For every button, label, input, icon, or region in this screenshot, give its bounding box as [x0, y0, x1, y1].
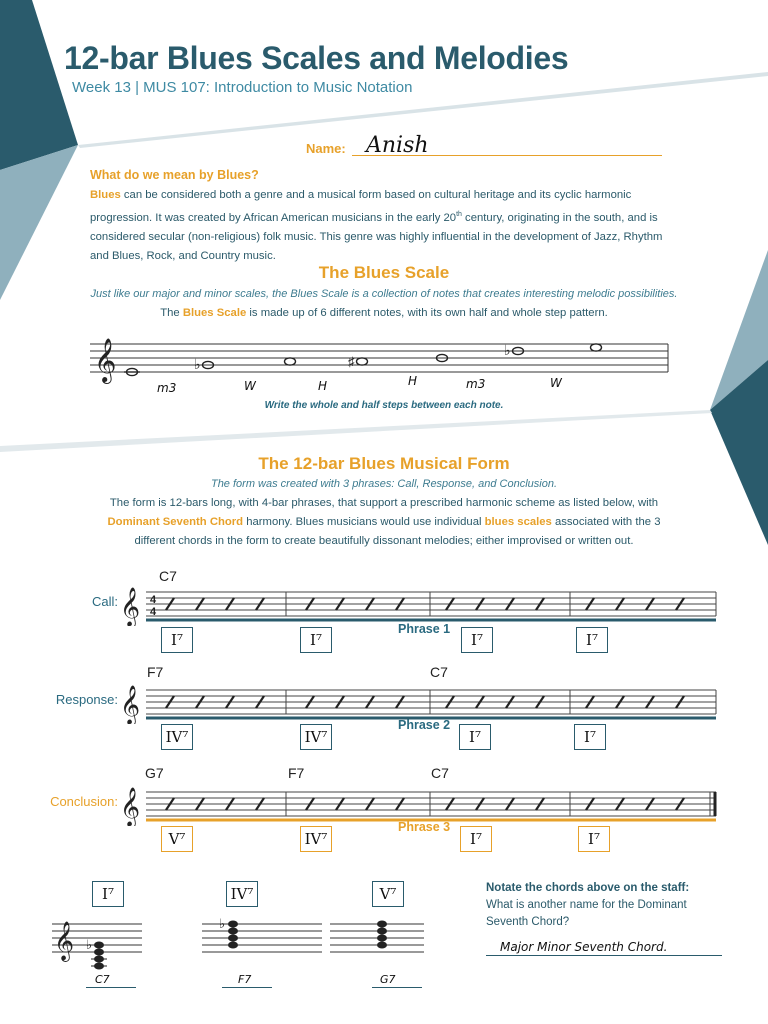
step-answer-5[interactable]: m3 [466, 377, 486, 391]
step-instruction: Write the whole and half steps between each note. [264, 400, 504, 411]
name-value[interactable]: Anish [366, 133, 429, 158]
scale-note-4 [357, 358, 368, 365]
answer-line [486, 955, 722, 956]
chord-c7: C7 [159, 568, 177, 584]
intro-term: Blues [90, 189, 121, 201]
treble-clef-icon: 𝄞 [120, 787, 141, 826]
row-label-response: Response: [55, 692, 118, 707]
blues-scale-line2-post: is made up of 6 different notes, with its own half and whole step pattern. [246, 307, 608, 319]
chord-f7: F7 [288, 765, 305, 781]
blues-scale-staff [90, 330, 680, 390]
numeral-box[interactable]: IV⁷ [300, 826, 332, 852]
answer-line [222, 987, 272, 988]
time-sig-bottom: 4 [150, 606, 157, 618]
call-staff [120, 580, 720, 626]
notate-question: What is another name for the Dominant Seventh Chord? [486, 899, 687, 928]
numeral-box[interactable]: I⁷ [459, 724, 491, 750]
step-answer-2[interactable]: W [244, 379, 256, 393]
scale-note-7 [591, 344, 602, 351]
notate-answer-3[interactable]: G7 [380, 973, 396, 986]
blues-scale-line1: Just like our major and minor scales, the Blues Scale is a collection of notes that creates interesting melodic possibilities. [90, 288, 678, 300]
numeral-box[interactable]: I⁷ [161, 627, 193, 653]
treble-clef-icon: 𝄞 [120, 685, 141, 724]
step-answer-1[interactable]: m3 [157, 381, 177, 395]
chord-g7-notes [377, 921, 387, 949]
form-heading: The 12-bar Blues Musical Form [258, 454, 510, 473]
chord-c7-notes [91, 942, 107, 970]
intro-text-2: century, originating in the south, and is considered secular (non-religious) folk music. This genre was highly influential in the development of Jazz, Rhythm and Blues, Rock, and Country music. [90, 211, 663, 262]
numeral-box[interactable]: I⁷ [460, 826, 492, 852]
numeral-box[interactable]: IV⁷ [161, 724, 193, 750]
blues-scale-line2-pre: The [160, 307, 183, 319]
bg-shape-top-left-dark [0, 0, 78, 170]
notate-answer-2[interactable]: F7 [238, 973, 252, 986]
flat-icon: ♭ [504, 342, 511, 358]
numeral-box[interactable]: IV⁷ [300, 724, 332, 750]
notate-numeral-2: IV⁷ [226, 881, 258, 907]
numeral-box[interactable]: I⁷ [574, 724, 606, 750]
blues-scale-line2 [0, 304, 768, 323]
answer-line [86, 987, 136, 988]
sharp-icon: ♯ [348, 354, 355, 369]
time-sig-top: 4 [150, 594, 157, 606]
numeral-box[interactable]: V⁷ [161, 826, 193, 852]
notate-answer-1[interactable]: C7 [95, 973, 110, 986]
phrase-1: Phrase 1 [398, 622, 451, 636]
row-label-call: Call: [91, 594, 118, 609]
intro-text-1: can be considered both a genre and a musical form based on cultural heritage and its cyclic harmonic progression. It was created by African American musicians in the early 20 [90, 189, 632, 224]
phrase-3: Phrase 3 [398, 820, 451, 834]
treble-clef-icon: 𝄞 [54, 921, 75, 961]
step-answer-6[interactable]: W [550, 376, 562, 390]
blues-scale-heading: The Blues Scale [318, 263, 450, 282]
form-term: Dominant Seventh Chord [107, 516, 244, 528]
numeral-box[interactable]: I⁷ [300, 627, 332, 653]
intro-question: What do we mean by Blues? [90, 168, 259, 182]
answer-line [372, 987, 422, 988]
form-line2-post: associated with the 3 different chords in the form to create beautifully dissonant melodies; either improvised or written out. [134, 516, 661, 547]
intro-paragraph [90, 186, 680, 266]
treble-clef-icon: 𝄞 [120, 587, 141, 626]
numeral-box[interactable]: I⁷ [461, 627, 493, 653]
flat-icon: ♭ [219, 916, 226, 931]
chord-c7: C7 [431, 765, 449, 781]
numeral-box[interactable]: I⁷ [578, 826, 610, 852]
intro-sup: th [456, 211, 462, 218]
chord-f7-notes [228, 921, 238, 949]
form-line2-mid: harmony. Blues musicians would use individual [243, 516, 485, 528]
form-line2-pre: The form is 12-bars long, with 4-bar phrases, that support a prescribed harmonic scheme as listed below, with [109, 497, 659, 509]
name-label: Name: [306, 141, 346, 156]
form-line2 [96, 494, 672, 551]
notate-answer[interactable]: Major Minor Seventh Chord. [500, 940, 668, 954]
chord-f7: F7 [147, 664, 164, 680]
chord-g7: G7 [145, 765, 164, 781]
numeral-box[interactable]: I⁷ [576, 627, 608, 653]
flat-icon: ♭ [86, 937, 93, 952]
flat-icon: ♭ [194, 356, 201, 372]
notate-staff [52, 912, 432, 976]
bg-rule-middle [0, 410, 712, 452]
chord-c7: C7 [430, 664, 448, 680]
scale-note-3 [285, 358, 296, 365]
step-answer-4[interactable]: H [408, 374, 418, 388]
form-line1: The form was created with 3 phrases: Call, Response, and Conclusion. [210, 478, 558, 490]
notate-numeral-1: I⁷ [92, 881, 124, 907]
phrase-2: Phrase 2 [398, 718, 451, 732]
page-subtitle: Week 13 | MUS 107: Introduction to Music Notation [72, 79, 413, 96]
row-label-conclusion: Conclusion: [50, 794, 118, 809]
page-title: 12-bar Blues Scales and Melodies [64, 40, 569, 76]
notate-numeral-3: V⁷ [372, 881, 404, 907]
blues-scale-term: Blues Scale [182, 307, 247, 319]
form-term-2: blues scales [484, 516, 552, 528]
step-answer-3[interactable]: H [318, 379, 328, 393]
treble-clef-icon: 𝄞 [94, 338, 117, 382]
notate-heading: Notate the chords above on the staff: [486, 882, 690, 894]
